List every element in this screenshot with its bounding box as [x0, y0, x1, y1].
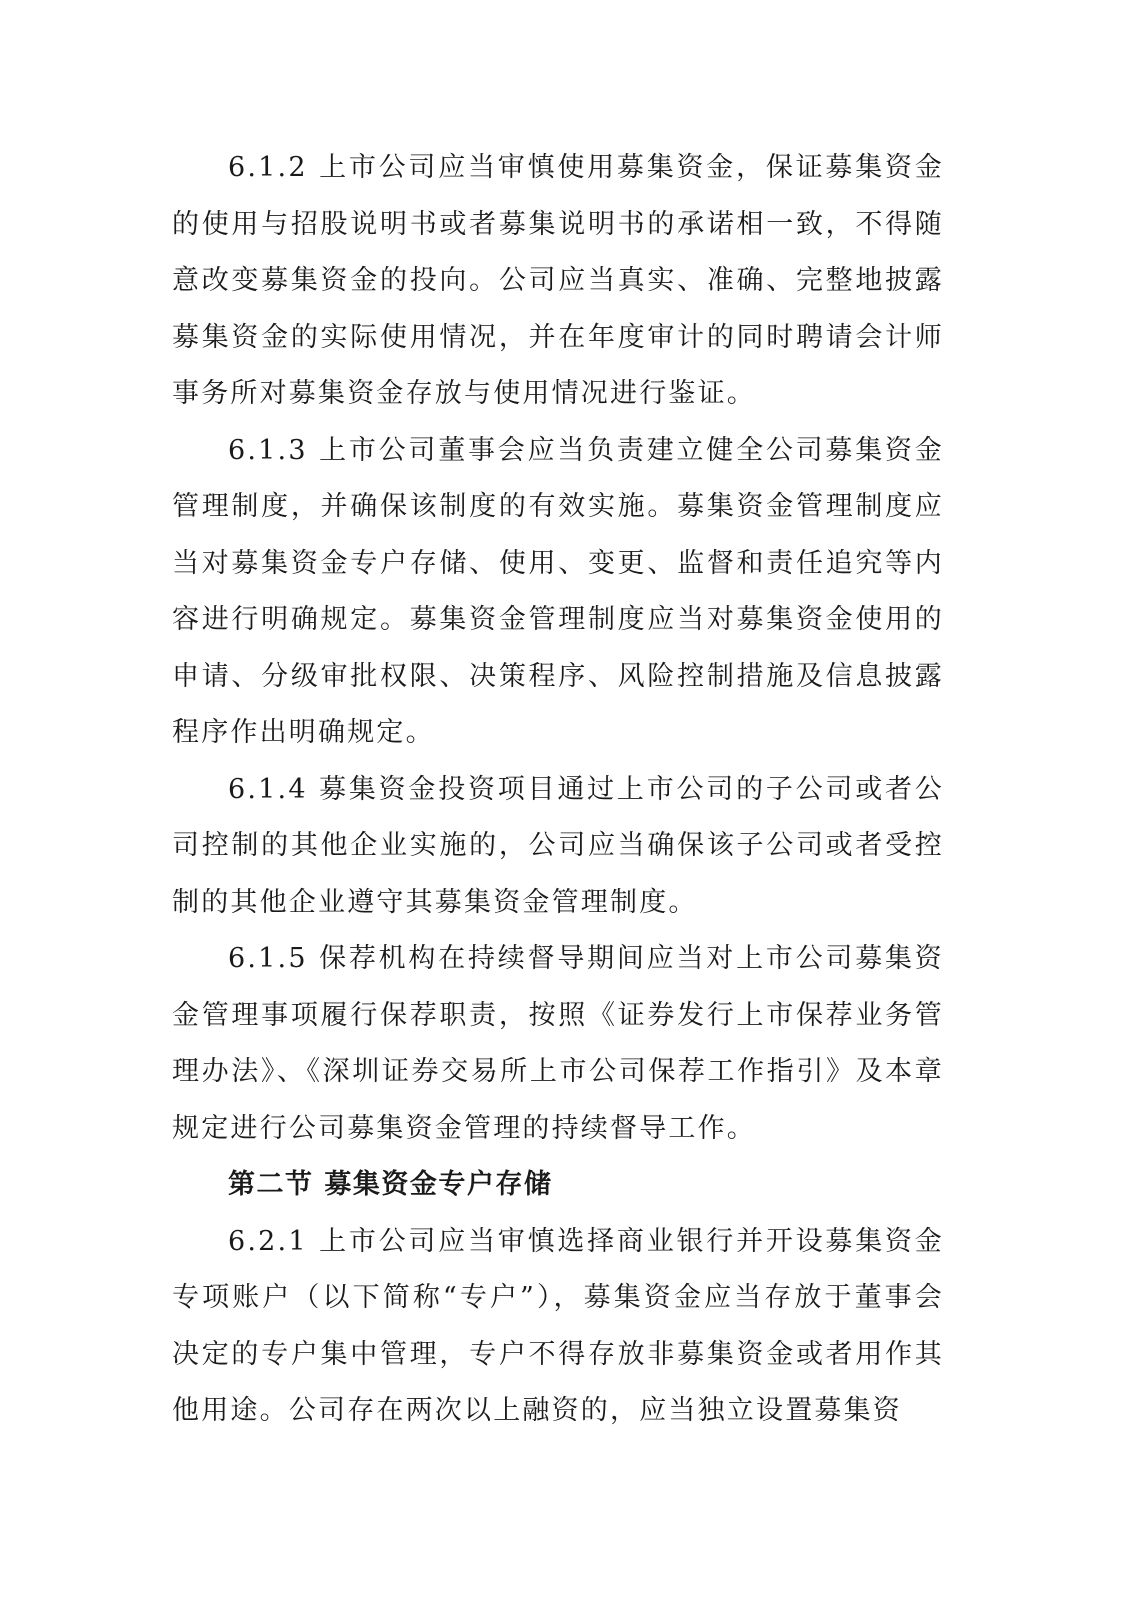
section-heading: 第二节 募集资金专户存储	[228, 1169, 553, 1200]
paragraph-6-1-3: 6.1.3 上市公司董事会应当负责建立健全公司募集资金管理制度，并确保该制度的有效实施。募集资金管理制度应当对募集资金专户存储、使用、变更、监督和责任追究等内容进行明确规定。募集资金管理制度应当对募集资金使用的申请、分级审批权限、决策程序、风险控制措施及信息披露程序作出明确规定。	[172, 434, 944, 748]
paragraph-6-1-2: 6.1.2 上市公司应当审慎使用募集资金，保证募集资金的使用与招股说明书或者募集说明书的承诺相一致，不得随意改变募集资金的投向。公司应当真实、准确、完整地披露募集资金的实际使用情况，并在年度审计的同时聘请会计师事务所对募集资金存放与使用情况进行鉴证。	[172, 152, 944, 409]
paragraph-6-1-5: 6.1.5 保荐机构在持续督导期间应当对上市公司募集资金管理事项履行保荐职责，按照《证券发行上市保荐业务管理办法》、《深圳证券交易所上市公司保荐工作指引》及本章规定进行公司募集资金管理的持续督导工作。	[172, 943, 944, 1144]
paragraph-6-1-4: 6.1.4 募集资金投资项目通过上市公司的子公司或者公司控制的其他企业实施的，公司应当确保该子公司或者受控制的其他企业遵守其募集资金管理制度。	[172, 773, 944, 918]
paragraph-6-2-1: 6.2.1 上市公司应当审慎选择商业银行并开设募集资金专项账户（以下简称“专户”），募集资金应当存放于董事会决定的专户集中管理，专户不得存放非募集资金或者用作其他用途。公司存在两次以上融资的，应当独立设置募集资	[172, 1225, 944, 1426]
page-body	[172, 140, 944, 1440]
